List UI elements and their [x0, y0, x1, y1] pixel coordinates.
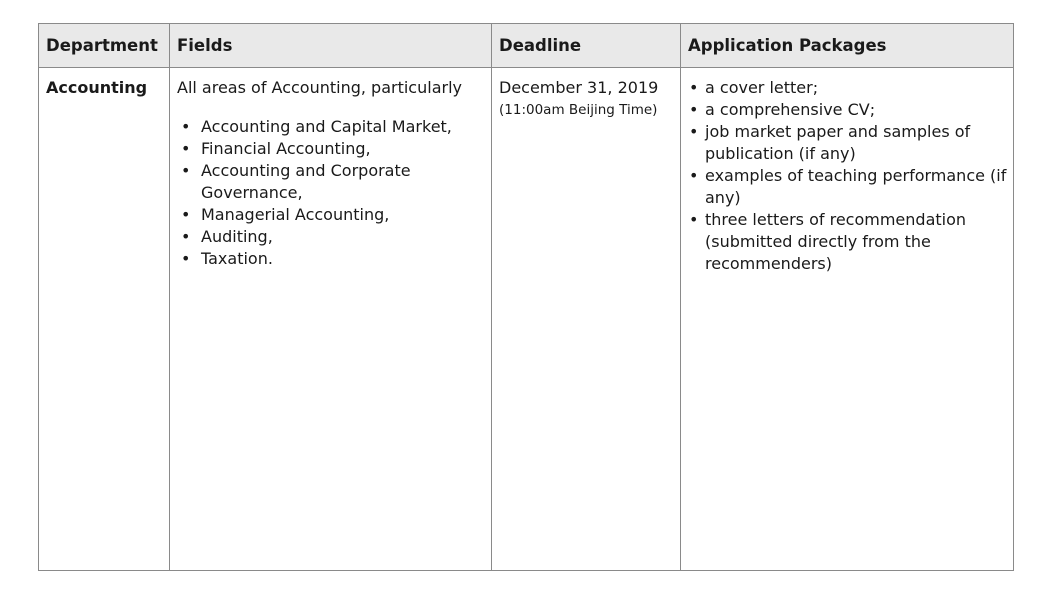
list-item: • a comprehensive CV;: [688, 99, 1007, 121]
list-item: • Financial Accounting,: [177, 138, 485, 160]
packages-cell: [681, 68, 1014, 571]
deadline-date: December 31, 2019: [499, 78, 659, 97]
list-item: • Accounting and Capital Market,: [177, 116, 485, 138]
table-row: [39, 68, 1014, 571]
header-application-packages: Application Packages: [681, 24, 1014, 68]
list-item: • examples of teaching performance (if any): [688, 165, 1007, 209]
fields-cell: [170, 68, 492, 571]
list-item: • a cover letter;: [688, 77, 1007, 99]
list-item: • Accounting and Corporate Governance,: [177, 160, 485, 204]
header-fields: Fields: [170, 24, 492, 68]
deadline-time: (11:00am Beijing Time): [499, 102, 658, 118]
positions-table: [38, 23, 1014, 571]
list-item: • Managerial Accounting,: [177, 204, 485, 226]
packages-list: [688, 77, 1007, 275]
header-deadline: Deadline: [492, 24, 681, 68]
list-item: • job market paper and samples of publication (if any): [688, 121, 1007, 165]
list-item: • Taxation.: [177, 248, 485, 270]
header-department: Department: [39, 24, 170, 68]
deadline-cell: [492, 68, 681, 571]
department-cell: Accounting: [39, 68, 170, 571]
fields-list: [177, 116, 485, 270]
fields-intro: All areas of Accounting, particularly: [177, 78, 462, 97]
list-item: • three letters of recommendation (submitted directly from the recommenders): [688, 209, 1007, 275]
list-item: • Auditing,: [177, 226, 485, 248]
header-row: [39, 24, 1014, 68]
